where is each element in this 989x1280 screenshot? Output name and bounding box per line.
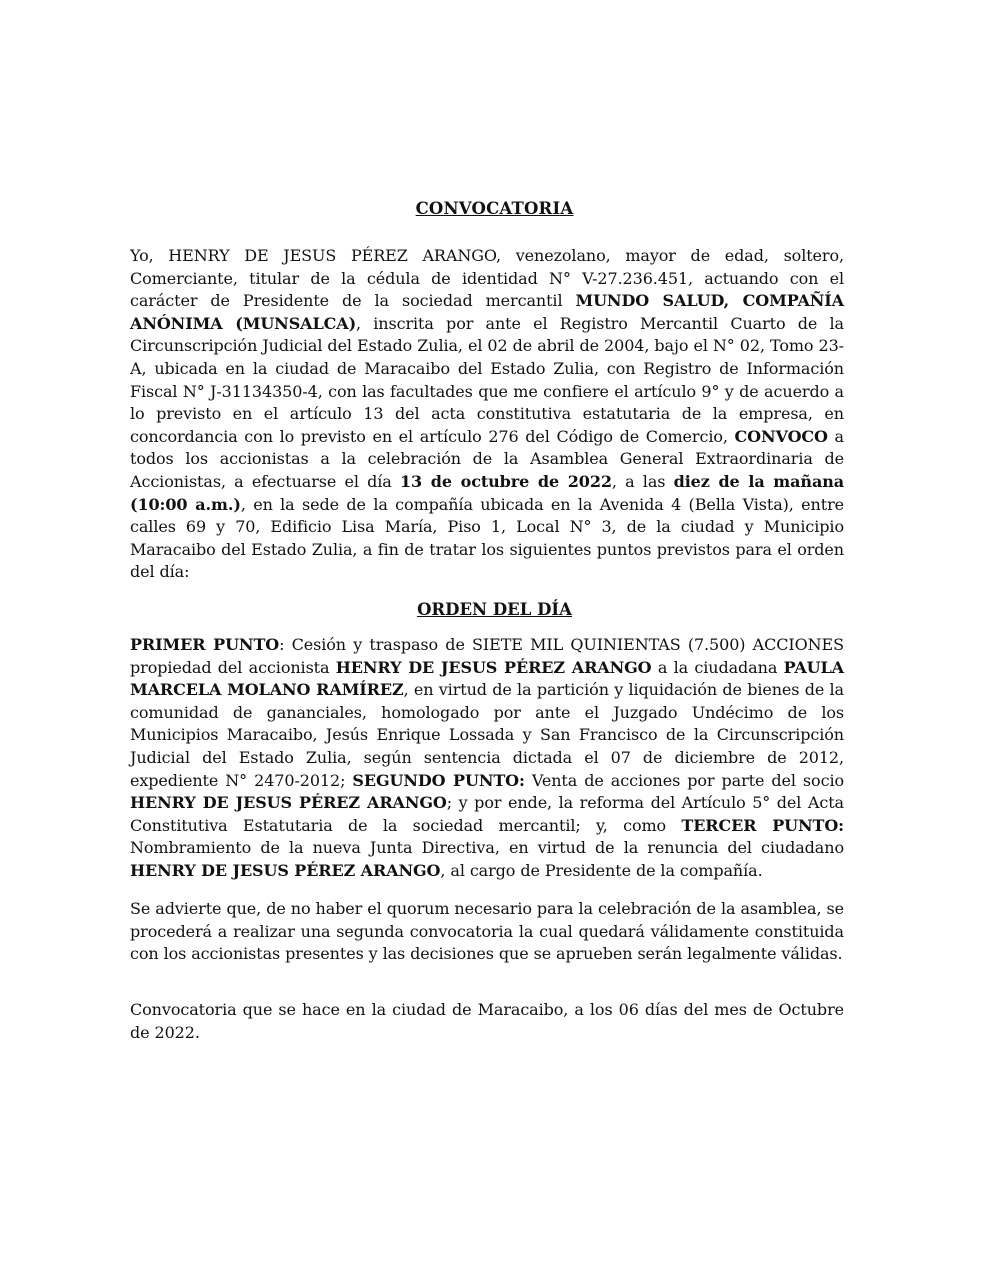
text-span: , al cargo de Presidente de la compañía. — [440, 860, 763, 880]
meeting-date: 13 de octubre de 2022 — [399, 471, 612, 491]
text-span: , a las — [611, 471, 674, 491]
text-span: , en la sede de la compañía ubicada en la Avenida 4 (Bella Vista), entre calles 69 y 70, Edificio Lisa María, Piso 1, Local N° 3, de la ciudad y Municipio Maracaibo del Estado Zulia, a fin de tratar los siguientes puntos previstos para el orden del día: — [130, 494, 845, 582]
first-point-label: PRIMER PUNTO — [130, 635, 280, 654]
convoco-keyword: CONVOCO — [734, 426, 828, 446]
text-span: a todos los accionistas a la celebración de la Asamblea General Extraordinaria de Accionistas, a efectuarse el día — [130, 426, 844, 491]
text-span: , inscrita por ante el Registro Mercantil Cuarto de la Circunscripción Judicial del Estado Zulia, el 02 de abril de 2004, bajo el N° 02, Tomo 23-A, ubicada en la ciudad de Maracaibo del Estado Zulia, con Registro de Información Fiscal N° J-31134350-4, con las facultades que me confiere el artículo 9° y de acuerdo a lo previsto en el artículo 13 del acta constitutiva estatutaria de la empresa, en concordancia con lo previsto en el artículo 276 del Código de Comercio, — [130, 313, 844, 446]
text-span: Nombramiento de la nueva Junta Directiva, en virtud de la renuncia del ciudadano — [130, 838, 844, 858]
shareholder-name: HENRY DE JESUS PÉREZ ARANGO — [130, 860, 441, 880]
paragraph-agenda — [130, 634, 844, 883]
recipient-name: PAULA MARCELA MOLANO RAMÍREZ — [130, 657, 844, 700]
text-span: ; y por ende, la reforma del Artículo 5° del Acta Constitutiva Estatutaria de la sociedad mercantil; y, como — [130, 793, 844, 835]
text-span: , en virtud de la partición y liquidación de bienes de la comunidad de gananciales, homologado por ante el Juzgado Undécimo de los Municipios Maracaibo, Jesús Enrique Lossada y San Francisco de la Circunscripción Judicial del Estado Zulia, según sentencia dictada el 07 de diciembre de 2012, expediente N° 2470-2012; — [130, 680, 844, 790]
second-point-label: SEGUNDO PUNTO: — [352, 770, 525, 790]
document-title: CONVOCATORIA — [415, 199, 574, 218]
paragraph-closing: Convocatoria que se hace en la ciudad de Maracaibo, a los 06 días del mes de Octubre de 2022. — [130, 1000, 844, 1042]
shareholder-name: HENRY DE JESUS PÉREZ ARANGO — [335, 657, 652, 677]
paragraph-quorum-notice: Se advierte que, de no haber el quorum necesario para la celebración de la asamblea, se procederá a realizar una segunda convocatoria la cual quedará válidamente constituida con los accionistas presentes y las decisiones que se aprueben serán legalmente válidas. — [130, 899, 844, 964]
text-span: a la ciudadana — [651, 657, 784, 677]
text-span: : Cesión y traspaso de SIETE MIL QUINIENTAS (7.500) ACCIONES propiedad del accionista — [130, 635, 844, 677]
company-name: MUNDO SALUD, COMPAÑÍA ANÓNIMA (MUNSALCA) — [130, 291, 844, 333]
third-point-label: TERCER PUNTO: — [681, 815, 844, 835]
text-span: Yo, HENRY DE JESUS PÉREZ ARANGO, venezolano, mayor de edad, soltero, Comerciante, titular de la cédula de identidad N° V-27.236.451, actuando con el carácter de Presidente de la sociedad mercantil — [130, 246, 844, 311]
meeting-time: diez de la mañana (10:00 a.m.) — [130, 471, 845, 514]
paragraph-convocation — [130, 245, 844, 584]
shareholder-name: HENRY DE JESUS PÉREZ ARANGO — [130, 793, 447, 813]
agenda-title: ORDEN DEL DÍA — [417, 600, 572, 619]
text-span: Venta de acciones por parte del socio — [524, 770, 844, 790]
